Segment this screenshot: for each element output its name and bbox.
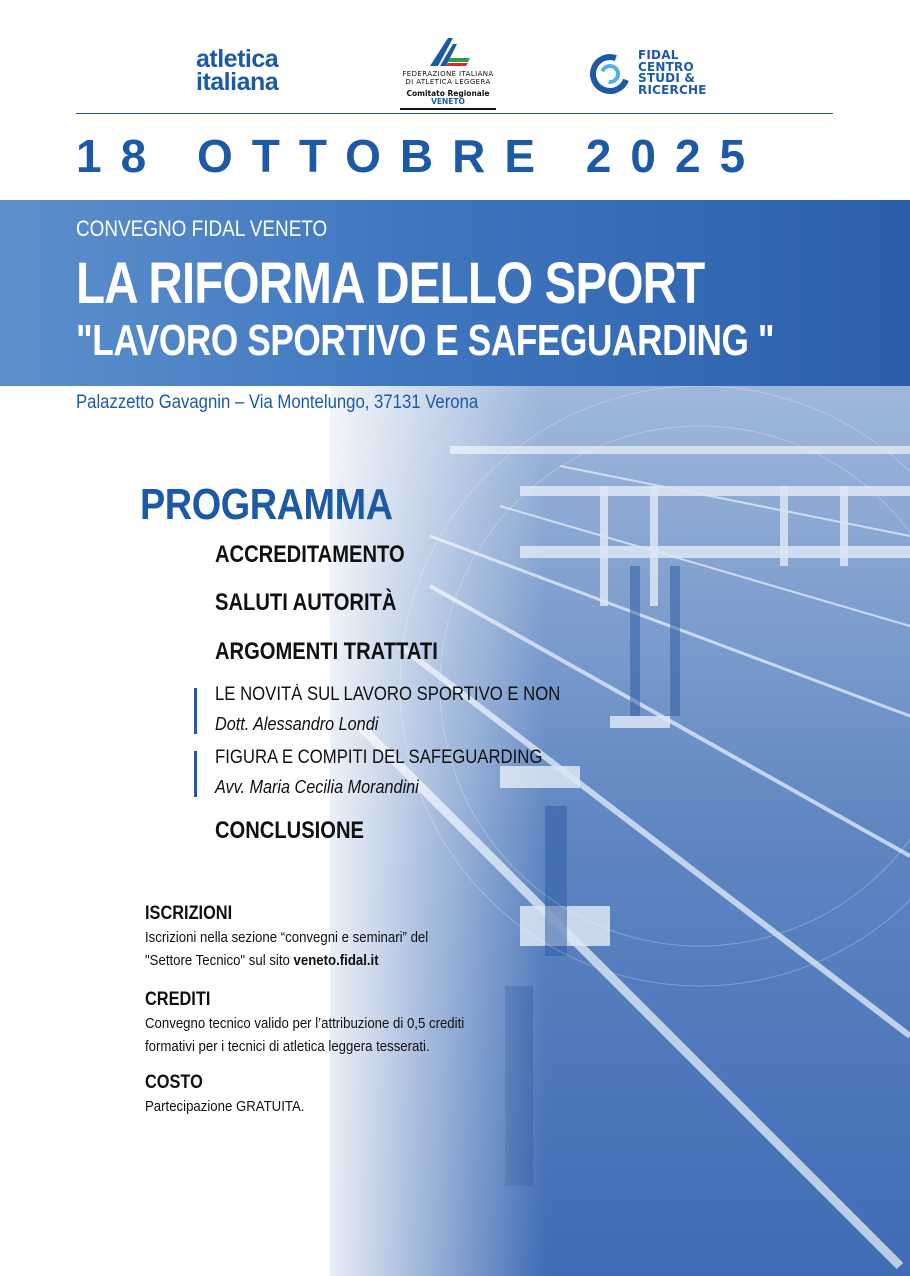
programma-title: PROGRAMMA bbox=[140, 480, 393, 529]
header-logos bbox=[0, 0, 910, 114]
comitato-regionale bbox=[400, 90, 496, 110]
slot-label: ARGOMENTI TRATTATI bbox=[215, 638, 438, 665]
topic-safeguarding bbox=[194, 747, 614, 803]
slot-saluti bbox=[0, 588, 700, 622]
topic-bar bbox=[194, 688, 197, 734]
info-costo bbox=[145, 1071, 565, 1118]
event-date: 18 OTTOBRE 2025 bbox=[76, 130, 765, 182]
costo-line-1: Partecipazione GRATUITA. bbox=[145, 1098, 305, 1115]
header-divider bbox=[76, 113, 833, 114]
centro-studi-line-1: FIDAL bbox=[638, 48, 679, 62]
iscrizioni-line-2-prefix: "Settore Tecnico" sul sito bbox=[145, 952, 294, 969]
banner-kicker: CONVEGNO FIDAL VENETO bbox=[76, 216, 328, 241]
iscrizioni-line-2 bbox=[145, 949, 515, 972]
info-iscrizioni bbox=[145, 902, 565, 972]
costo-heading: COSTO bbox=[145, 1072, 203, 1093]
iscrizioni-heading: ISCRIZIONI bbox=[145, 903, 233, 924]
slot-label: CONCLUSIONE bbox=[215, 817, 364, 844]
slot-conclusione bbox=[0, 816, 700, 850]
iscrizioni-site-link[interactable]: veneto.fidal.it bbox=[293, 952, 379, 969]
federazione-line-1: FEDERAZIONE ITALIANA bbox=[402, 70, 494, 78]
topic-lavoro-sportivo bbox=[194, 684, 614, 740]
slot-accreditamento bbox=[0, 540, 700, 574]
fidal-mark-icon bbox=[426, 36, 472, 68]
centro-studi-text bbox=[638, 50, 707, 96]
crediti-line-1: Convegno tecnico valido per l’attribuzione di 0,5 crediti bbox=[145, 1015, 465, 1032]
topic-title: LE NOVITÀ SUL LAVORO SPORTIVO E NON bbox=[215, 684, 561, 705]
banner-title: LA RIFORMA DELLO SPORT bbox=[76, 251, 705, 316]
logo-centro-studi bbox=[588, 50, 728, 102]
banner-subtitle: "LAVORO SPORTIVO E SAFEGUARDING " bbox=[76, 316, 775, 365]
title-banner bbox=[0, 200, 910, 386]
logo-atletica-word: atletica bbox=[196, 45, 279, 73]
centro-studi-line-3: STUDI & bbox=[638, 71, 696, 85]
topic-title: FIGURA E COMPITI DEL SAFEGUARDING bbox=[215, 747, 543, 768]
federazione-line-2: DI ATLETICA LEGGERA bbox=[405, 78, 491, 86]
iscrizioni-line-1: Iscrizioni nella sezione “convegni e seminari” del bbox=[145, 929, 429, 946]
logo-atletica-italiana bbox=[196, 45, 316, 96]
slot-argomenti bbox=[0, 637, 700, 671]
topic-speaker: Dott. Alessandro Londi bbox=[215, 714, 379, 734]
crediti-heading: CREDITI bbox=[145, 989, 211, 1010]
info-crediti bbox=[145, 988, 565, 1058]
topic-bar bbox=[194, 751, 197, 797]
logo-federazione bbox=[396, 36, 500, 106]
comitato-prefix: Comitato Regionale bbox=[406, 89, 490, 98]
comitato-region: VENETO bbox=[431, 97, 465, 106]
slot-label: ACCREDITAMENTO bbox=[215, 541, 405, 568]
logo-italiana-word: italiana bbox=[196, 68, 279, 96]
centro-studi-ring-icon bbox=[588, 52, 632, 96]
slot-label: SALUTI AUTORITÀ bbox=[215, 589, 397, 616]
centro-studi-line-4: RICERCHE bbox=[638, 82, 707, 97]
crediti-line-2: formativi per i tecnici di atletica leggera tesserati. bbox=[145, 1038, 430, 1055]
topic-speaker: Avv. Maria Cecilia Morandini bbox=[215, 777, 419, 797]
centro-studi-line-2: CENTRO bbox=[638, 59, 694, 74]
venue-address: Palazzetto Gavagnin – Via Montelungo, 37131 Verona bbox=[76, 392, 479, 413]
